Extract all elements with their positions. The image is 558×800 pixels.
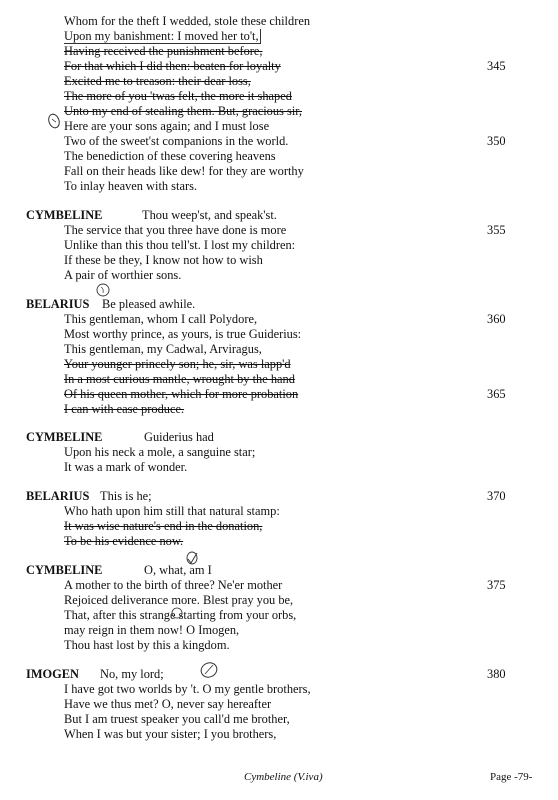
speaker-name: CYMBELINE [26, 430, 103, 444]
verse-line: The benediction of these covering heavens [64, 149, 276, 163]
verse-line: Most worthy prince, as yours, is true Guiderius: [64, 327, 302, 341]
verse-line-struck: Having received the punishment before, [64, 44, 263, 58]
verse-line-struck: Of his queen mother, which for more probation [64, 387, 299, 401]
verse-line-struck: Unto my end of stealing them. But, gracious sir, [64, 104, 302, 118]
verse-line: It was a mark of wonder. [64, 460, 188, 474]
verse-line: Whom for the theft I wedded, stole these children [64, 14, 311, 28]
verse-line-struck: I can with ease produce. [64, 402, 185, 416]
verse-line: Fall on their heads like dew! for they are worthy [64, 164, 304, 178]
verse-line: This gentleman, whom I call Polydore, [64, 312, 258, 326]
verse-line: Have we thus met? O, never say hereafter [64, 697, 272, 711]
verse-line: Two of the sweet'st companions in the world. [64, 134, 289, 148]
verse-line: Who hath upon him still that natural stamp: [64, 504, 280, 518]
speaker-name: BELARIUS [26, 489, 90, 503]
verse-line: may reign in them now! O Imogen, [64, 623, 240, 637]
line-number: 375 [487, 578, 506, 592]
verse-line: To inlay heaven with stars. [64, 179, 197, 193]
verse-line-struck: To be his evidence now. [64, 534, 184, 548]
footer-title: Cymbeline (V.iva) [244, 771, 323, 783]
handwritten-circle-mark-icon [170, 606, 184, 620]
verse-line: O, what, am I [144, 563, 212, 577]
verse-line-struck: It was wise nature's end in the donation, [64, 519, 263, 533]
verse-line-struck: For that which I did then: beaten for loyalty [64, 59, 281, 73]
verse-line: Unlike than this thou tell'st. I lost my children: [64, 238, 296, 252]
verse-line: Upon my banishment: I moved her to't, [64, 29, 259, 43]
verse-line: But I am truest speaker you call'd me brother, [64, 712, 290, 726]
page-number: Page -79- [490, 771, 533, 783]
line-number: 345 [487, 59, 506, 73]
handwritten-tick-mark-icon [182, 549, 202, 569]
verse-line-struck: In a most curious mantle, wrought by the hand [64, 372, 295, 386]
line-number: 370 [487, 489, 506, 503]
verse-line: No, my lord; [100, 667, 164, 681]
verse-line-struck: Your younger princely son; he, sir, was lapp'd [64, 357, 291, 371]
handwritten-circle-mark-icon [46, 112, 64, 132]
speaker-name: CYMBELINE [26, 563, 103, 577]
verse-line-struck: The more of you 'twas felt, the more it shaped [64, 89, 292, 103]
handwritten-circle-mark-icon [197, 660, 221, 682]
verse-line: Thou weep'st, and speak'st. [142, 208, 277, 222]
verse-line: This gentleman, my Cadwal, Arviragus, [64, 342, 262, 356]
verse-line-struck: Excited me to treason: their dear loss, [64, 74, 251, 88]
handwritten-circle-mark-icon [94, 282, 114, 298]
verse-line: Guiderius had [144, 430, 214, 444]
line-number: 355 [487, 223, 506, 237]
verse-line: Rejoiced deliverance more. Blest pray you be, [64, 593, 294, 607]
verse-line: Be pleased awhile. [102, 297, 196, 311]
speaker-name: BELARIUS [26, 297, 90, 311]
line-number: 365 [487, 387, 506, 401]
verse-line: A pair of worthier sons. [64, 268, 182, 282]
line-number: 350 [487, 134, 506, 148]
verse-line: That, after this strange starting from your orbs, [64, 608, 297, 622]
line-number: 380 [487, 667, 506, 681]
verse-line: The service that you three have done is more [64, 223, 287, 237]
verse-line: When I was but your sister; I you brothers, [64, 727, 277, 741]
verse-line: This is he; [100, 489, 152, 503]
verse-line: Here are your sons again; and I must lose [64, 119, 270, 133]
verse-line: If these be they, I know not how to wish [64, 253, 263, 267]
verse-line: I have got two worlds by 't. O my gentle brothers, [64, 682, 311, 696]
line-number: 360 [487, 312, 506, 326]
verse-line: A mother to the birth of three? Ne'er mother [64, 578, 283, 592]
verse-line: Thou hast lost by this a kingdom. [64, 638, 230, 652]
verse-line: Upon his neck a mole, a sanguine star; [64, 445, 256, 459]
speaker-name: IMOGEN [26, 667, 80, 681]
speaker-name: CYMBELINE [26, 208, 103, 222]
